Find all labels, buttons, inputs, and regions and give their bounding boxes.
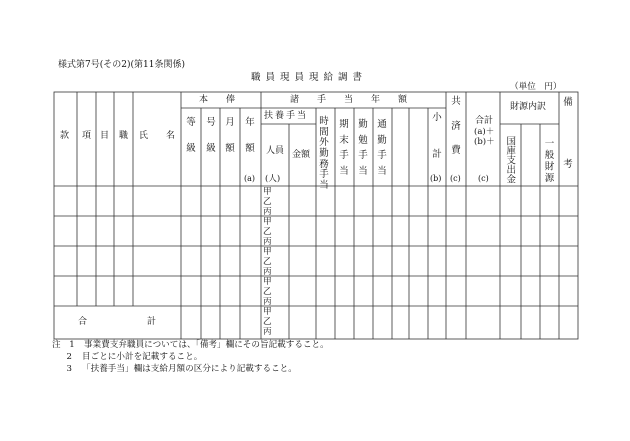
- header-kinben: 勤 勉 手 当: [358, 119, 368, 178]
- note-2: [52, 351, 329, 363]
- header-goukei-c: (c): [478, 174, 489, 183]
- header-nen-sub: (a): [244, 174, 256, 183]
- header-jikangai: 時間外勤務手当: [319, 116, 329, 191]
- note-3-text: 「扶養手当」欄は支給月額の区分により記載すること。: [82, 364, 297, 374]
- fuyou-mark: 甲: [263, 307, 272, 317]
- fuyou-mark: 丙: [263, 297, 272, 307]
- header-zaigen: 財源内訳: [510, 102, 547, 112]
- header-kan: 款: [60, 131, 70, 141]
- notes: [52, 339, 329, 375]
- fuyou-mark: 甲: [263, 187, 272, 197]
- fuyou-mark: 甲: [263, 217, 272, 227]
- header-goukei-b: (b)＋: [474, 137, 495, 147]
- fuyou-mark: 乙: [263, 317, 272, 327]
- header-ippan: 一般財源: [542, 138, 554, 184]
- header-kyousai: 共 済 費: [451, 96, 461, 157]
- header-goukei-a: (a)＋: [474, 127, 495, 137]
- header-gou: 号 級: [206, 117, 216, 154]
- header-shimei: 氏 名: [139, 131, 176, 141]
- form-number: 様式第7号(その2)(第11条関係): [58, 60, 185, 70]
- document-title: 職員現員現給調書: [251, 72, 368, 83]
- header-bikou: 備 考: [563, 97, 573, 170]
- header-shoku: 職: [119, 131, 129, 141]
- header-kimatsu: 期 末 手 当: [339, 119, 349, 178]
- header-jinin: 人員: [266, 146, 285, 156]
- header-tsuki: 月 額: [225, 117, 235, 154]
- header-kou: 項: [82, 131, 92, 141]
- fuyou-mark: 丙: [263, 237, 272, 247]
- fuyou-mark: 甲: [263, 277, 272, 287]
- header-kingaku: 金額: [292, 150, 311, 160]
- note-3: [52, 363, 329, 375]
- header-jinin-sub: (人): [265, 174, 281, 184]
- header-kyousai-sub: (c): [450, 174, 461, 183]
- fuyou-mark: 乙: [263, 227, 272, 237]
- fuyou-mark: 乙: [263, 197, 272, 207]
- note-2-num: 2: [66, 352, 72, 362]
- note-1: [52, 339, 329, 351]
- note-3-num: 3: [66, 364, 72, 374]
- fuyou-mark: 丙: [263, 327, 272, 337]
- fuyou-mark: 丙: [263, 207, 272, 217]
- header-kokko: 国庫支出金: [504, 136, 516, 184]
- header-shokei: 小 計: [432, 112, 442, 161]
- header-nen: 年 額: [245, 117, 255, 154]
- header-shokei-sub: (b): [430, 174, 442, 183]
- total-label-right: 計: [147, 317, 157, 327]
- header-fuyou: 扶養手当: [264, 111, 309, 121]
- unit-label: （単位 円）: [510, 82, 562, 92]
- note-1-num: 注 1: [52, 340, 75, 350]
- fuyou-mark: 乙: [263, 257, 272, 267]
- header-moku: 目: [100, 131, 110, 141]
- header-tsukin: 通 勤 手 当: [377, 119, 387, 178]
- fuyou-mark: 丙: [263, 267, 272, 277]
- header-goukei: 合計: [475, 116, 494, 126]
- header-toukyu: 等 級: [186, 117, 196, 154]
- header-honpo: 本 俸: [199, 95, 236, 105]
- total-label-left: 合: [78, 317, 88, 327]
- note-2-text: 目ごとに小計を記載すること。: [82, 352, 203, 362]
- fuyou-mark: 乙: [263, 287, 272, 297]
- fuyou-mark: 甲: [263, 247, 272, 257]
- header-shoteate: 諸 手 当 年 額: [290, 95, 408, 105]
- note-1-text: 事業費支弁職員については、「備考」欄にその旨記載すること。: [84, 340, 329, 350]
